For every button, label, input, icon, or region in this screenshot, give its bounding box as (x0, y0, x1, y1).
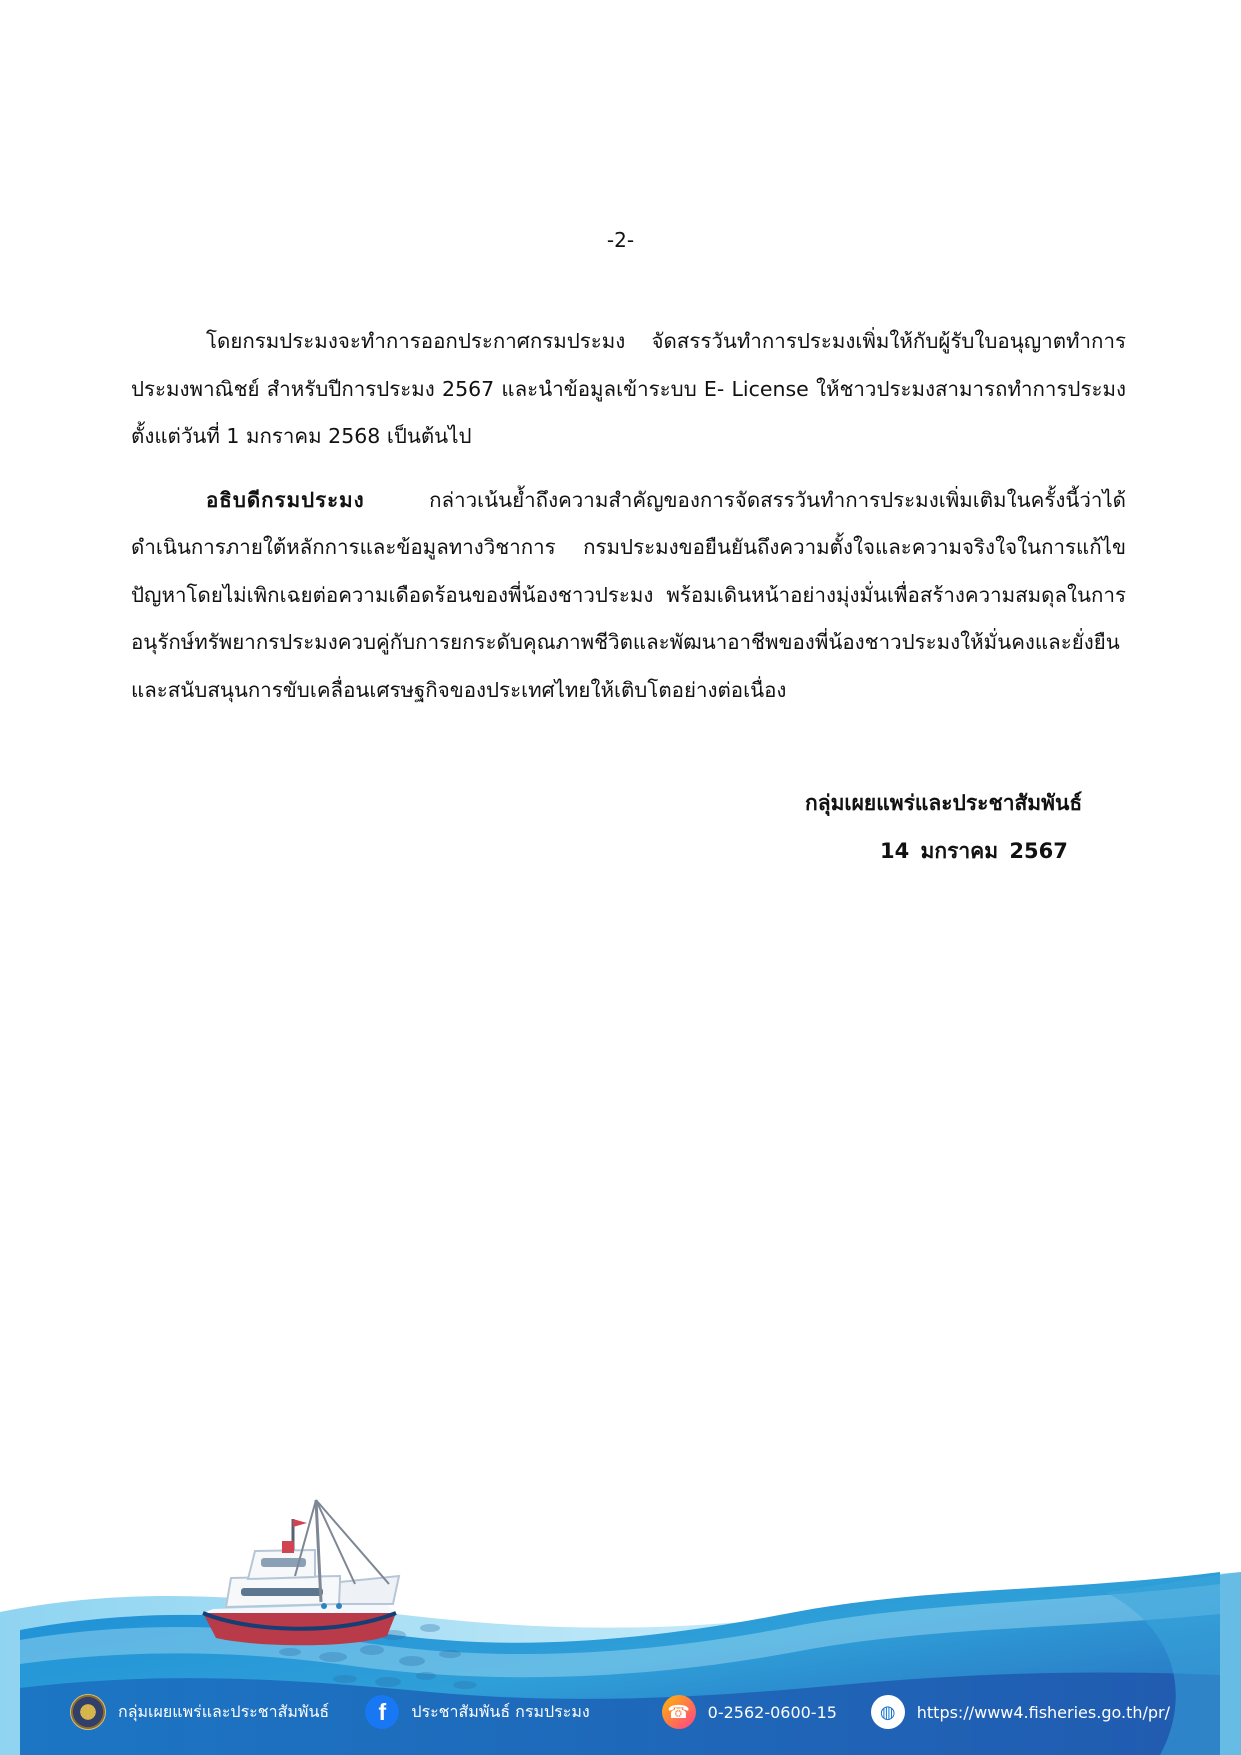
footer-facebook-label: ประชาสัมพันธ์ กรมประมง (411, 1701, 590, 1721)
paragraph-director-statement (131, 477, 1126, 715)
fishing-boat-illustration (203, 1500, 399, 1645)
facebook-icon: f (365, 1695, 399, 1729)
footer-website (871, 1695, 1170, 1729)
page-number: -2- (606, 228, 635, 252)
footer-organization (70, 1694, 365, 1730)
director-general-title: อธิบดีกรมประมง (206, 487, 365, 512)
department-seal-icon (70, 1694, 106, 1730)
paragraph-fishing-days-text: โดยกรมประมงจะทำการออกประกาศกรมประมง จัดสรรวันทำการประมงเพิ่มให้กับผู้รับใบอนุญาตทำการประมงพาณิชย์ สำหรับปีการประมง 2567 และนำข้อมูลเข้าระบบ E- License ให้ชาวประมงสามารถทำการประมงตั้งแต่วันที่ 1 มกราคม 2568 เป็นต้นไป (131, 329, 1126, 448)
document-body (131, 318, 1126, 714)
signature-date: 14 มกราคม 2567 (880, 839, 1068, 863)
phone-icon: ☎ (662, 1695, 696, 1729)
signature-organization: กลุ่มเผยแพร่และประชาสัมพันธ์ (805, 791, 1083, 815)
paragraph-fishing-days (131, 318, 1126, 461)
footer-website-url: https://www4.fisheries.go.th/pr/ (916, 1702, 1170, 1722)
footer-phone (662, 1695, 871, 1729)
director-statement-text: กล่าวเน้นย้ำถึงความสำคัญของการจัดสรรวันทำการประมงเพิ่มเติมในครั้งนี้ว่าได้ดำเนินการภายใต้หลักการและข้อมูลทางวิชาการ กรมประมงขอยืนยันถึงความตั้งใจและความจริงใจในการแก้ไขปัญหาโดยไม่เพิกเฉยต่อความเดือดร้อนของพี่น้องชาวประมง พร้อมเดินหน้าอย่างมุ่งมั่นเพื่อสร้างความสมดุลในการอนุรักษ์ทรัพยากรประมงควบคู่กับการยกระดับคุณภาพชีวิตและพัฒนาอาชีพของพี่น้องชาวประมงให้มั่นคงและยั่งยืนและสนับสนุนการขับเคลื่อนเศรษฐกิจของประเทศไทยให้เติบโตอย่างต่อเนื่อง (131, 487, 1126, 702)
globe-icon: ◍ (871, 1695, 905, 1729)
footer-contact-bar (70, 1692, 1170, 1732)
footer-facebook (365, 1695, 661, 1729)
footer-organization-label: กลุ่มเผยแพร่และประชาสัมพันธ์ (118, 1701, 330, 1721)
footer-phone-number: 0-2562-0600-15 (707, 1702, 837, 1722)
